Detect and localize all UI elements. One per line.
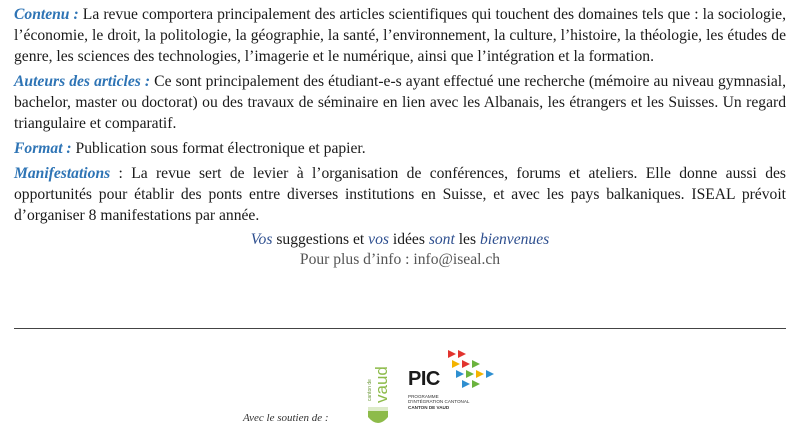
section-label: Format : (14, 140, 72, 157)
section-label: Auteurs des articles : (14, 73, 151, 90)
tagline-word: les (454, 231, 480, 248)
section-label: Contenu : (14, 6, 79, 23)
section-text: Ce sont principalement des étudiant-e-s ayant effectué une recherche (mémoire au niveau gymnasial, bachelor, master ou doctorat) ou des travaux de séminaire en lien avec les Albanais, les étrangers et les Suisses. Un regard triangulaire et comparatif. (14, 73, 786, 132)
vaud-shield-band-icon (368, 407, 388, 411)
tagline-word: suggestions et (272, 231, 369, 248)
pic-logo-subtitle (408, 394, 498, 410)
pic-logo-line: PROGRAMME (408, 394, 439, 399)
document-body (14, 4, 786, 270)
pic-logo-line: CANTON DE VAUD (408, 404, 450, 410)
tagline-word: idées (388, 231, 429, 248)
pic-logo (408, 348, 498, 418)
pic-logo-line: D'INTÉGRATION CANTONAL (408, 399, 470, 405)
tagline-word: sont (428, 231, 455, 248)
vaud-logo-big-text: vaud (372, 366, 391, 403)
section-label: Manifestations (14, 165, 111, 182)
tagline (14, 230, 786, 250)
contact-line: Pour plus d’info : info@iseal.ch (299, 251, 501, 268)
tagline-word: bienvenues (479, 231, 550, 248)
vaud-logo-small-text: canton de (367, 379, 373, 401)
canton-vaud-logo (362, 345, 394, 429)
section-text: Publication sous format électronique et papier. (71, 140, 366, 157)
section-auteurs (14, 71, 786, 134)
section-text: La revue comportera principalement des articles scientifiques qui touchent des domaines tels que : la sociologie, l’économie, le droit, la politologie, la géographie, la santé, l’environnement, la culture, l’histoire, la théologie, les études de genre, les sciences des technologies, l’imagerie et le numérique, ainsi que l’intégration et la formation. (14, 6, 786, 65)
section-manifestations (14, 163, 786, 226)
section-format (14, 138, 786, 159)
support-label: Avec le soutien de : (243, 412, 329, 424)
tagline-word: Vos (250, 231, 273, 248)
pic-arrows-icon (446, 348, 496, 390)
section-text: : La revue sert de levier à l’organisation de conférences, forums et ateliers. Elle donne aussi des opportunités pour établir des ponts entre diverses institutions en Suisse, et avec les pays balkaniques. ISEAL prévoit d’organiser 8 manifestations par année. (14, 165, 786, 224)
section-contenu (14, 4, 786, 67)
pic-logo-word: PIC (408, 368, 440, 390)
horizontal-divider (14, 328, 786, 329)
tagline-word: vos (368, 231, 389, 248)
